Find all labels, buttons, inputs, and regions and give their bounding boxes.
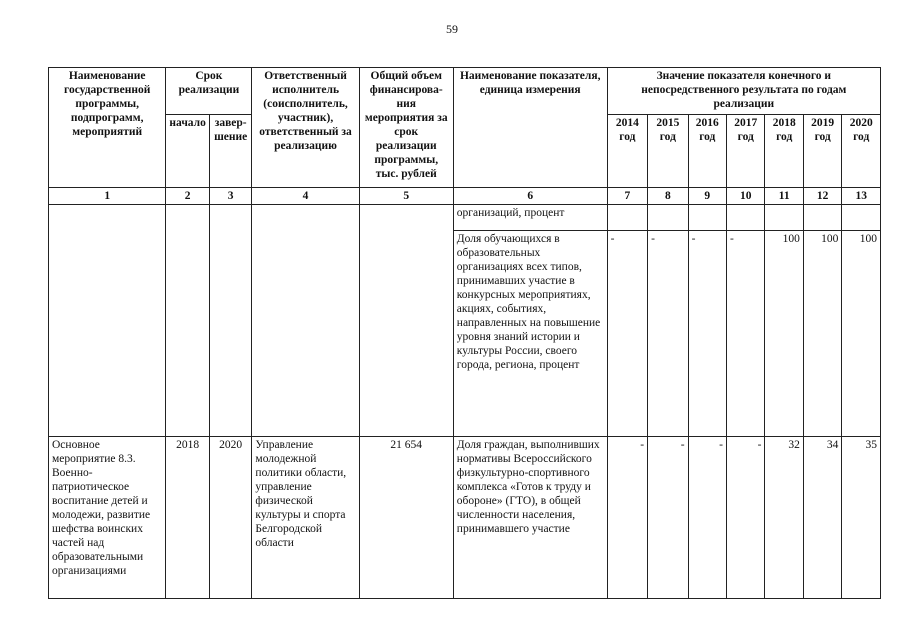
column-number: 10	[727, 188, 765, 205]
value-cell: 32	[765, 437, 803, 599]
end-cell: 2020	[209, 437, 252, 599]
header-year-2017: 2017 год	[727, 115, 765, 188]
header-year-2016: 2016 год	[688, 115, 726, 188]
header-values: Значение показателя конечного и непосредственного результата по годам реализации	[607, 68, 880, 115]
column-number: 13	[842, 188, 881, 205]
value-cell: 100	[803, 231, 841, 437]
column-number: 4	[252, 188, 359, 205]
value-cell	[648, 205, 688, 231]
value-cell: -	[648, 231, 688, 437]
header-amount: Общий объем финансирова-ния мероприятия за срок реализации программы, тыс. рублей	[359, 68, 453, 188]
table-row	[49, 205, 881, 231]
value-cell: -	[688, 231, 726, 437]
header-indicator: Наименование показателя, единица измерения	[453, 68, 607, 188]
value-cell	[607, 205, 647, 231]
program-table	[48, 67, 881, 599]
value-cell: -	[727, 231, 765, 437]
value-cell: -	[607, 437, 647, 599]
column-number: 1	[49, 188, 166, 205]
indicator-cell: организаций, процент	[453, 205, 607, 231]
value-cell	[727, 205, 765, 231]
column-number: 8	[648, 188, 688, 205]
column-number: 3	[209, 188, 252, 205]
value-cell	[803, 205, 841, 231]
header-year-2019: 2019 год	[803, 115, 841, 188]
column-number: 6	[453, 188, 607, 205]
value-cell: 35	[842, 437, 881, 599]
program-name-cell	[49, 205, 166, 437]
header-end: завер-шение	[209, 115, 252, 188]
column-number: 2	[166, 188, 210, 205]
value-cell: -	[727, 437, 765, 599]
header-year-2018: 2018 год	[765, 115, 803, 188]
value-cell: 34	[803, 437, 841, 599]
column-number: 12	[803, 188, 841, 205]
value-cell: -	[607, 231, 647, 437]
indicator-cell: Доля граждан, выполнивших нормативы Всероссийского физкультурно-спортивного комплекса «Готов к труду и обороне» (ГТО), в общей численности населения, принимавшего участие	[453, 437, 607, 599]
column-number: 11	[765, 188, 803, 205]
value-cell	[765, 205, 803, 231]
header-year-2015: 2015 год	[648, 115, 688, 188]
amount-cell: 21 654	[359, 437, 453, 599]
column-number: 7	[607, 188, 647, 205]
amount-cell	[359, 205, 453, 437]
column-number: 9	[688, 188, 726, 205]
program-name-cell: Основное мероприятие 8.3. Военно-патриотическое воспитание детей и молодежи, развитие шефства воинских частей над образовательными организациями	[49, 437, 166, 599]
value-cell: 100	[842, 231, 881, 437]
page-number: 59	[446, 22, 458, 36]
executor-cell: Управление молодежной политики области, управление физической культуры и спорта Белгородской области	[252, 437, 359, 599]
header-executor: Ответственный исполнитель (соисполнитель, участник), ответственный за реализацию	[252, 68, 359, 188]
header-program-name: Наименование государственной программы, подпрограмм, мероприятий	[49, 68, 166, 188]
start-cell	[166, 205, 210, 437]
start-cell: 2018	[166, 437, 210, 599]
value-cell: -	[648, 437, 688, 599]
value-cell	[688, 205, 726, 231]
indicator-cell: Доля обучающихся в образовательных организациях всех типов, принимавших участие в конкурсных мероприятиях, акциях, событиях, направленных на повышение уровня знаний истории и культуры России, своего города, региона, процент	[453, 231, 607, 437]
header-start: начало	[166, 115, 210, 188]
column-number: 5	[359, 188, 453, 205]
value-cell	[842, 205, 881, 231]
value-cell: -	[688, 437, 726, 599]
column-number-row	[49, 188, 881, 205]
value-cell: 100	[765, 231, 803, 437]
header-term: Срок реализации	[166, 68, 252, 115]
executor-cell	[252, 205, 359, 437]
end-cell	[209, 205, 252, 437]
header-year-2014: 2014 год	[607, 115, 647, 188]
header-year-2020: 2020 год	[842, 115, 881, 188]
table-row	[49, 437, 881, 599]
